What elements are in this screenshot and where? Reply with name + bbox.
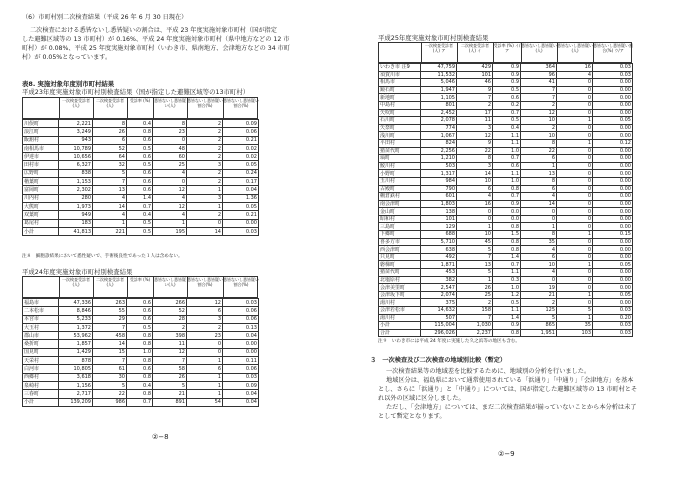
column-header: 悉皆ないし悉皆疑い割合(%) ウ/ア (593, 43, 633, 53)
table24-title: 平成24年度実施対象市町村別検査結果 (22, 268, 133, 276)
section-3-line-3: とし、さらに「浜通り」と「中通り」については、国が指定した避難区域等の 13 市町村とそ (378, 386, 638, 393)
table-row: 浪江町 3,249 26 0.8 23 2 0.06 (24, 128, 257, 135)
table24 (22, 298, 259, 407)
table-row: 相馬市 5,046 46 0.9 41 0 0.00 (380, 79, 631, 86)
table-row: 浅川町 1,067 12 1.1 10 0 0.00 (380, 132, 631, 139)
column-header (379, 43, 422, 62)
table-row: 三春町 2,717 22 0.8 21 1 0.04 (24, 390, 257, 397)
table-row: 古殿町 790 6 0.8 6 0 0.00 (380, 185, 631, 192)
page-number-right: ②−9 (498, 450, 515, 458)
intro-line-4: 村）が 0.05%となっています。 (22, 54, 112, 61)
column-header: 受診率 (%) (127, 98, 154, 118)
intro-line-1: 二次検査における悉皆ないし悉皆疑いの割合は、平成 23 年度実施対象市町村（国が指定 (30, 27, 277, 34)
table-row: 天栄村 878 7 0.8 7 1 0.11 (24, 357, 257, 364)
total-row: 小計 115,004 1,030 0.9 865 35 0.03 (380, 322, 631, 329)
table-row: 楢葉町 1,153 7 0.6 0 2 0.17 (24, 178, 257, 185)
column-header (23, 98, 60, 118)
page-number-left: ②−8 (152, 433, 169, 441)
table-row: 本宮市 5,233 29 0.6 28 3 0.06 (24, 316, 257, 323)
table-row: 小野町 1,317 14 1.1 13 0 0.00 (380, 170, 631, 177)
table-row: 金山町 138 0 0.0 0 0 0.00 (380, 208, 631, 215)
table-row: 南会津町 1,803 16 0.9 14 0 0.00 (380, 200, 631, 207)
table-row: 福島市 47,336 263 0.6 266 12 0.03 (24, 299, 257, 306)
table-row: 昭和村 101 0 0.0 0 0 0.00 (380, 216, 631, 223)
table24-header (22, 276, 258, 298)
column-header: 二次検査受診者 (人) イ (457, 43, 494, 62)
table-row: 鮫川村 503 3 0.6 1 0 0.00 (380, 163, 631, 170)
table-row: 南相馬市 10,789 52 0.5 48 2 0.02 (24, 145, 257, 152)
table-row: 会津坂下町 2,074 25 1.2 21 1 0.05 (380, 292, 631, 299)
column-header: 悉皆ないし悉皆疑い(人) (153, 98, 188, 118)
table-row: 塙町 1,210 8 0.7 6 0 0.00 (380, 155, 631, 162)
total-row: 小計 139,209 986 0.7 891 54 0.04 (24, 399, 257, 406)
table25-title: 平成25年度実施対象市町村別検査結果 (378, 34, 489, 42)
table-row: 富岡町 2,302 13 0.6 12 1 0.04 (24, 187, 257, 194)
column-header: 悉皆ないし悉皆疑い(人) (521, 43, 558, 62)
column-header: 受診率 (%) イ/ア (493, 43, 522, 62)
section-3-line-1: 一次検査結果等の地域差を比較するために、地域別の分析を行いました。 (386, 368, 591, 375)
table-row: 下郷町 688 10 1.5 8 1 0.15 (380, 231, 631, 238)
column-header: 悉皆ないし悉皆疑い割合(%) (223, 98, 259, 108)
table-row: 猪苗代町 453 5 1.1 4 0 0.00 (380, 269, 631, 276)
table25-header (378, 42, 632, 63)
column-header: 二次検査受診者 (人) (93, 98, 128, 118)
table-row: 矢祭町 774 3 0.4 2 0 0.00 (380, 125, 631, 132)
table-row: 伊達市 10,656 64 0.6 60 2 0.02 (24, 153, 257, 160)
table-row: 平田村 824 9 1.1 8 1 0.12 (380, 140, 631, 147)
intro-line-2: した避難区域等の 13 市町村）が 0.16%、平成 24 年度実施対象市町村（県中地方などの 12 市 (22, 36, 290, 43)
table-row: 桑折町 1,857 14 0.8 11 0 0.00 (24, 341, 257, 348)
table-row: 会津若松市 14,632 158 1.1 125 5 0.03 (380, 307, 631, 314)
column-header: 悉皆ないし悉皆疑い割合(%) (187, 277, 224, 297)
section-heading-6: （6）市町村別二次検査結果（平成 26 年 6 月 30 日現在） (22, 14, 188, 21)
column-header: 二次検査受診者 (人) (93, 277, 128, 297)
table-row: 新地町 1,105 7 0.6 7 0 0.00 (380, 94, 631, 101)
section-3-line-4: れ以外の区域に区分しました。 (378, 395, 465, 402)
table-row: 双葉町 949 4 0.4 4 2 0.21 (24, 211, 257, 218)
table25 (378, 63, 633, 337)
table-row: 湯川村 375 2 0.5 2 0 0.00 (380, 299, 631, 306)
table-row: 矢吹町 2,452 17 0.7 12 0 0.00 (380, 109, 631, 116)
table8 (22, 119, 259, 236)
table-row: 泉崎村 1,156 5 0.4 5 1 0.09 (24, 382, 257, 389)
table-row: 国見町 1,429 15 1.0 12 0 0.00 (24, 349, 257, 356)
table-row: 西会津町 638 5 0.8 4 0 0.00 (380, 246, 631, 253)
table-row: 大熊町 1,973 14 0.7 12 1 0.05 (24, 203, 257, 210)
table-row: 三島町 129 1 0.8 1 0 0.00 (380, 223, 631, 230)
column-header: 一次検査受診者 (人) (59, 98, 94, 118)
section-3-line-5: ただし、「会津地方」については、まだ二次検査結果が揃っていないことから本分析は未了 (386, 404, 637, 411)
table-row: 田村市 6,327 32 0.5 25 3 0.05 (24, 162, 257, 169)
table-row: いわき市 注9 47,759 429 0.9 364 16 0.03 (380, 64, 631, 71)
table-row: 会津美里町 2,547 26 1.0 19 0 0.00 (380, 284, 631, 291)
column-header: 一次検査受診者 (人) ア (421, 43, 458, 62)
table8-caption: 表8. 実施対象年度別市町村結果 (22, 80, 115, 88)
total-row: 合計 296,026 2,237 0.8 1,951 103 0.03 (380, 330, 631, 337)
column-header: 一次検査受診者 (人) (59, 277, 94, 297)
section-3-line-2: 地域区分は、福島県において通常使用されている「浜通り」「中通り」「会津地方」を基本 (386, 377, 634, 384)
column-header: 悉皆ないし悉皆疑い(人) (153, 277, 188, 297)
table-row: 棚倉鉄村 601 4 0.7 4 0 0.00 (380, 193, 631, 200)
total-row: 小計 41,813 221 0.5 195 14 0.03 (24, 228, 257, 235)
table-row: 西郷村 3,618 30 0.8 26 1 0.03 (24, 374, 257, 381)
table-row: 白河市 10,805 61 0.6 58 6 0.06 (24, 366, 257, 373)
table-row: 飯舘村 943 6 0.6 0 2 0.21 (24, 137, 257, 144)
table25-note: 注９ いわき市には平成 24 年度に実施した久之浜等の地区も含む。 (378, 339, 520, 344)
column-header: 悉皆ないし悉皆疑い割合(%) (187, 98, 224, 118)
table8-note: 注８ 細胞診結果において悉性疑いで、手術後良性であった１人は含めない。 (22, 254, 183, 259)
table8-header (22, 97, 258, 119)
table-row: 郡山市 53,962 458 0.8 398 23 0.04 (24, 332, 257, 339)
table-row: 須賀川市 11,532 101 0.9 96 4 0.03 (380, 71, 631, 78)
table-row: 広野町 838 5 0.6 4 2 0.24 (24, 170, 257, 177)
column-header: 受診率 (%) (127, 277, 154, 297)
right-page (340, 0, 680, 481)
table-row: 磐梯町 1,871 13 0.7 10 1 0.05 (380, 261, 631, 268)
table-row: 川内村 280 4 1.4 4 3 1.36 (24, 195, 257, 202)
column-header (23, 277, 60, 297)
section-3-line-6: として暫定となります。 (378, 413, 446, 420)
column-header: 悉皆ないし悉皆疑い割合(%) (223, 277, 259, 287)
table-row: 湯川村 507 7 1.4 5 1 0.20 (380, 314, 631, 321)
column-header: 悉皆ないし悉皆疑い(人) (557, 43, 594, 62)
table8-title: 平成23年度実施対象市町村別検査結果（国が指定した避難区域等の13市町村） (22, 88, 250, 96)
table-row: 大玉村 1,372 7 0.5 2 2 0.13 (24, 324, 257, 331)
table-row: 玉川村 984 10 1.0 8 0 0.00 (380, 178, 631, 185)
table-row: 喜多方市 5,710 45 0.8 35 0 0.00 (380, 238, 631, 245)
table-row: 川俣町 2,221 8 0.4 8 2 0.09 (24, 120, 257, 127)
table-row: 中島村 801 2 0.2 2 0 0.00 (380, 102, 631, 109)
table-row: 葛尾村 183 1 0.5 1 0 0.00 (24, 220, 257, 227)
table-row: 猪苗代町 2,256 22 1.0 22 0 0.00 (380, 147, 631, 154)
section-3-heading: ３ 一次検査及び二次検査の地域別比較（暫定） (370, 357, 507, 364)
table-row: 只見町 492 7 1.4 6 0 0.00 (380, 254, 631, 261)
table-row: 北塩原村 382 1 0.3 0 0 0.00 (380, 276, 631, 283)
table-row: 石川町 2,078 11 0.5 10 1 0.05 (380, 117, 631, 124)
table-row: 鏡石町 1,947 9 0.5 7 0 0.00 (380, 87, 631, 94)
table-row: 二本松市 8,846 55 0.6 52 6 0.06 (24, 307, 257, 314)
intro-line-3: 町村）が 0.08%、平成 25 年度実施対象市町村（いわき市、県南地方、会津地方などの 34 市町 (22, 45, 290, 52)
